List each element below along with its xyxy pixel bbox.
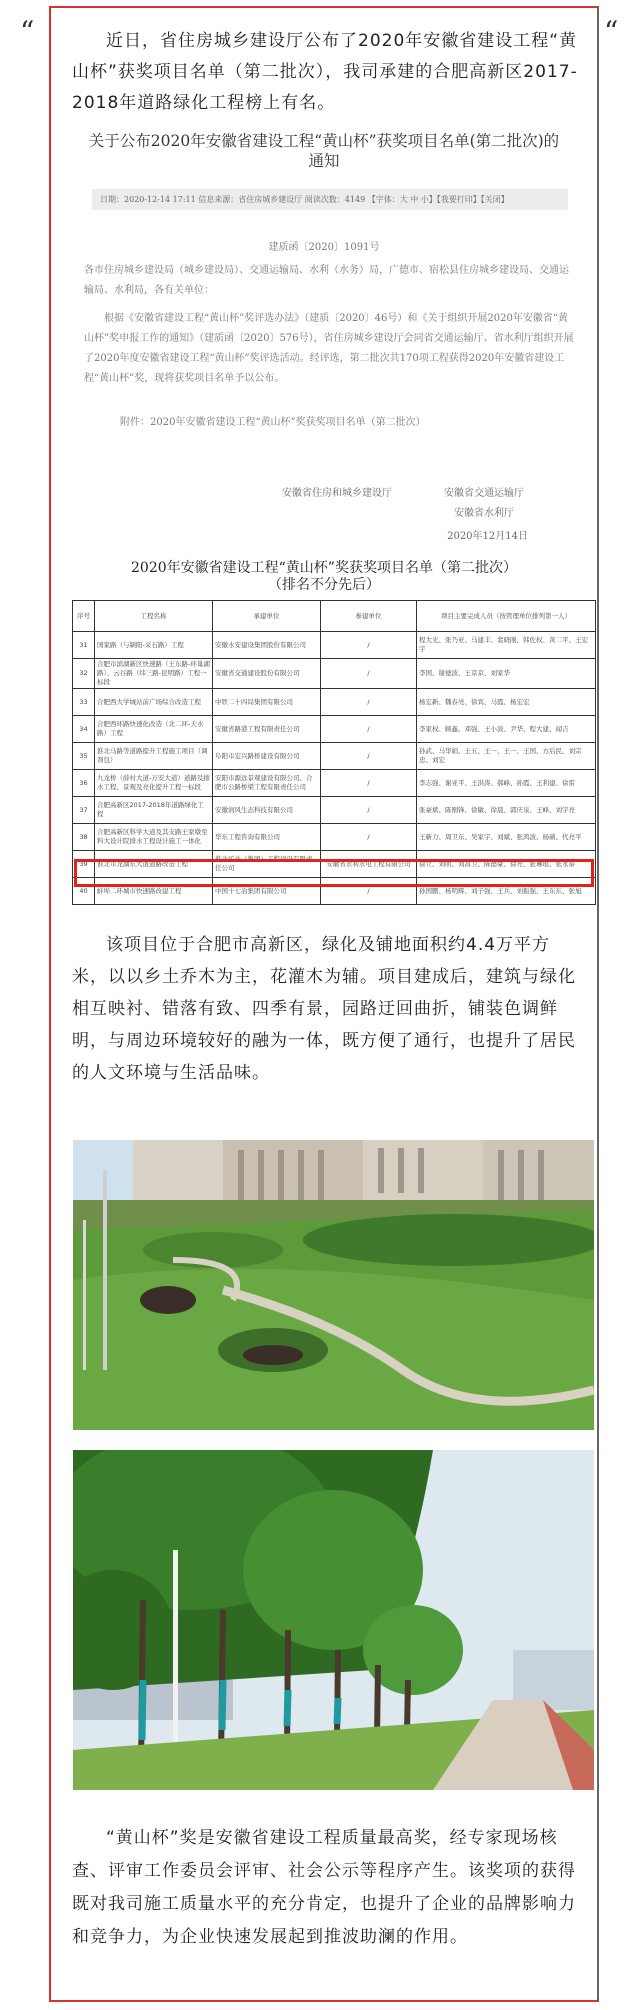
cell-contractor: 安徽润风生态科技有限公司 [213, 797, 321, 824]
cell-no: 35 [73, 743, 95, 770]
table-row [73, 689, 596, 716]
signer-housing-dept: 安徽省住房和城乡建设厅 [282, 488, 392, 499]
notice-title: 关于公布2020年安徽省建设工程“黄山杯”获奖项目名单(第二批次)的通知 [88, 132, 560, 170]
table-row-highlighted [73, 797, 596, 824]
cell-no: 40 [73, 878, 95, 905]
cell-no: 31 [73, 632, 95, 659]
cell-project: 国家路（与颍阳-采石路）工程 [95, 632, 213, 659]
cell-project: 淮北马路等道路提升工程施工项目（调剂包） [95, 743, 213, 770]
header-staff: 项目主要完成人员（按管理单位排列第一人） [417, 601, 596, 632]
cell-project: 合肥西大学城站前广场综合改造工程 [95, 689, 213, 716]
notice-screenshot [72, 131, 576, 542]
notice-meta-bar: 日期：2020-12-14 17:11 信息来源：省住房城乡建设厅 阅读次数：4149 【字体：大 中 小】【我要打印】【关闭】 [92, 189, 568, 210]
cell-participant: 安徽省水利水电工程有限公司 [321, 851, 417, 878]
cell-project: 合肥西环路快速化改造（北二环-天水路）工程 [95, 716, 213, 743]
award-list-title-main: 2020年安徽省建设工程“黄山杯”奖获奖项目名单（第二批次） [131, 560, 517, 576]
notice-attachment-link[interactable]: 附件：2020年安徽省建设工程“黄山杯”奖获奖项目名单（第二批次） [120, 417, 426, 428]
cell-participant: / [321, 743, 417, 770]
cell-participant: / [321, 770, 417, 797]
cell-staff: 李家权、顾鑫、邓强、王小波、尹华、程大建、闻吉 [417, 716, 596, 743]
article-content [56, 10, 592, 1089]
cell-participant: / [321, 878, 417, 905]
table-row [73, 659, 596, 689]
table-row [73, 770, 596, 797]
closing-paragraph: “黄山杯”奖是安徽省建设工程质量最高奖，经专家现场核查、评审工作委员会评审、社会公示等程序产生。该奖项的获得既对我司施工质量水平的充分肯定，也提升了企业的品牌影响力和竞争力，为企业快速发展起到推波助澜的作用。 [72, 1828, 576, 1947]
table-row [73, 851, 596, 878]
cell-contractor: 安徽省路港工程有限责任公司 [213, 716, 321, 743]
notice-doc-number: 建质函〔2020〕1091号 [268, 242, 380, 253]
cell-staff: 李国、谢德波、王京京、刘家华 [417, 659, 596, 689]
cell-project: 淮北市龙湖东大道道路改造工程 [95, 851, 213, 878]
cell-contractor: 淮北矿业（集团）工程建设有限责任公司 [213, 851, 321, 878]
table-row [73, 632, 596, 659]
award-list-title-sub: （排名不分先后） [268, 577, 380, 593]
cell-project: 蚌埠二环城市快速路改建工程 [95, 878, 213, 905]
cell-no: 36 [73, 770, 95, 797]
header-no: 序号 [73, 601, 95, 632]
cell-no: 33 [73, 689, 95, 716]
cell-project: 合肥高新区2017-2018年道路绿化工程 [95, 797, 213, 824]
cell-staff: 杨宏新、魏春亮、徐宾、马霞、杨宏宏 [417, 689, 596, 716]
table-row [73, 878, 596, 905]
award-list-title [56, 560, 592, 594]
photo-tree-lined-road-art [73, 1450, 594, 1790]
notice-date: 2020年12月14日 [447, 531, 528, 542]
header-project: 工程名称 [95, 601, 213, 632]
cell-staff: 王新力、周卫东、吴家宇、刘斌、张鸿波、杨硕、代亮平 [417, 824, 596, 851]
cell-participant: / [321, 689, 417, 716]
header-participant: 参建单位 [321, 601, 417, 632]
cell-contractor: 安徽水安建设集团股份有限公司 [213, 632, 321, 659]
cell-contractor: 中国十七冶集团有限公司 [213, 878, 321, 905]
cell-contractor: 华东工程咨询有限公司 [213, 824, 321, 851]
award-table-header [73, 601, 596, 632]
cell-project: 合肥高新区科学大道及其支路王家墩至科大设计院排水工程设计施工一体化 [95, 824, 213, 851]
cell-staff: 李志强、谢亚平、王洪涛、郝峰、孙霞、王利建、徐雷 [417, 770, 596, 797]
cell-no: 38 [73, 824, 95, 851]
cell-contractor: 阜阳市宏兴路桥建设有限公司 [213, 743, 321, 770]
photo-lawn-park [73, 1140, 594, 1430]
open-quote-mark-left: “ [20, 15, 35, 48]
cell-staff: 程大光、张乃亚、马建丰、裴晓刚、韩佐权、黄二平、王宏宇 [417, 632, 596, 659]
cell-project: 九龙桥（薛村大道-万安大道）道路及排水工程、景观及亮化提升工程一标段 [95, 770, 213, 797]
cell-participant: / [321, 632, 417, 659]
cell-no: 39 [73, 851, 95, 878]
cell-no: 32 [73, 659, 95, 689]
signer-transport-dept: 安徽省交通运输厅 [444, 488, 524, 499]
cell-no: 37 [73, 797, 95, 824]
cell-contractor: 中铁二十四局集团有限公司 [213, 689, 321, 716]
header-contractor: 承建单位 [213, 601, 321, 632]
lead-paragraph: 近日，省住房城乡建设厅公布了2020年安徽省建设工程“黄山杯”获奖项目名单（第二批次），我司承建的合肥高新区2017-2018年道路绿化工程榜上有名。 [72, 31, 578, 113]
table-row [73, 716, 596, 743]
photo-tree-lined-road [73, 1450, 594, 1790]
table-row [73, 824, 596, 851]
cell-staff: 孙国鹏、杨明辉、刘子强、王兵、刘振强、王东东、张旭 [417, 878, 596, 905]
notice-addressees: 各市住房城乡建设局（城乡建设局）、交通运输局、水利（水务）局，广德市、宿松县住房城乡建设局、交通运输局、水利局，各有关单位： [84, 265, 569, 296]
open-quote-mark-right: “ [604, 15, 619, 48]
notice-signers [72, 484, 576, 524]
cell-no: 34 [73, 716, 95, 743]
cell-project: 合肥市滨湖新区快速路（王东路-环巢湖路）、云谷路（纬三路-昆明路）工程一标段 [95, 659, 213, 689]
cell-contractor: 安徽省交通建设股份有限公司 [213, 659, 321, 689]
cell-staff: 张豪斌、陈刚锋、徐敏、徐晨、郭庆泉、王峰、刘宇亮 [417, 797, 596, 824]
cell-staff: 孙武、马华娟、王五、王一、王一、王国、方后民、刘宗忠、刘宏 [417, 743, 596, 770]
cell-staff: 徐立、刘明、刘昌卫、陈德豪、徐亮、张琳琅、张永泰 [417, 851, 596, 878]
photo-lawn-park-art [73, 1140, 594, 1430]
award-table [72, 600, 596, 905]
cell-contractor: 安阳市源远景观建设有限公司、合肥市公路桥梁工程有限责任公司 [213, 770, 321, 797]
cell-participant: / [321, 659, 417, 689]
signer-group [414, 484, 554, 524]
signer-water-dept: 安徽省水利厅 [454, 508, 514, 519]
project-description: 该项目位于合肥市高新区，绿化及铺地面积约4.4万平方米，以以乡土乔木为主，花灌木为辅。项目建成后，建筑与绿化相互映衬、错落有致、四季有景，园路迂回曲折，铺装色调鲜明，与周边环境较好的融为一体，既方便了通行，也提升了居民的人文环境与生活品味。 [72, 935, 576, 1083]
cell-participant: / [321, 797, 417, 824]
notice-body: 根据《安徽省建设工程“黄山杯”奖评选办法》（建质〔2020〕46号）和《关于组织开展2020年安徽省“黄山杯”奖申报工作的通知》（建质函〔2020〕576号），省住房城乡建设厅会同省交通运输厅、省水利厅组织开展了2020年度安徽省建设工程“黄山杯”奖评选活动。经评选，第二批次共170项工程获得2020年安徽省建设工程“黄山杯”奖，现将获奖项目名单予以公布。 [84, 313, 574, 384]
cell-participant: / [321, 824, 417, 851]
table-row [73, 743, 596, 770]
cell-participant: / [321, 716, 417, 743]
